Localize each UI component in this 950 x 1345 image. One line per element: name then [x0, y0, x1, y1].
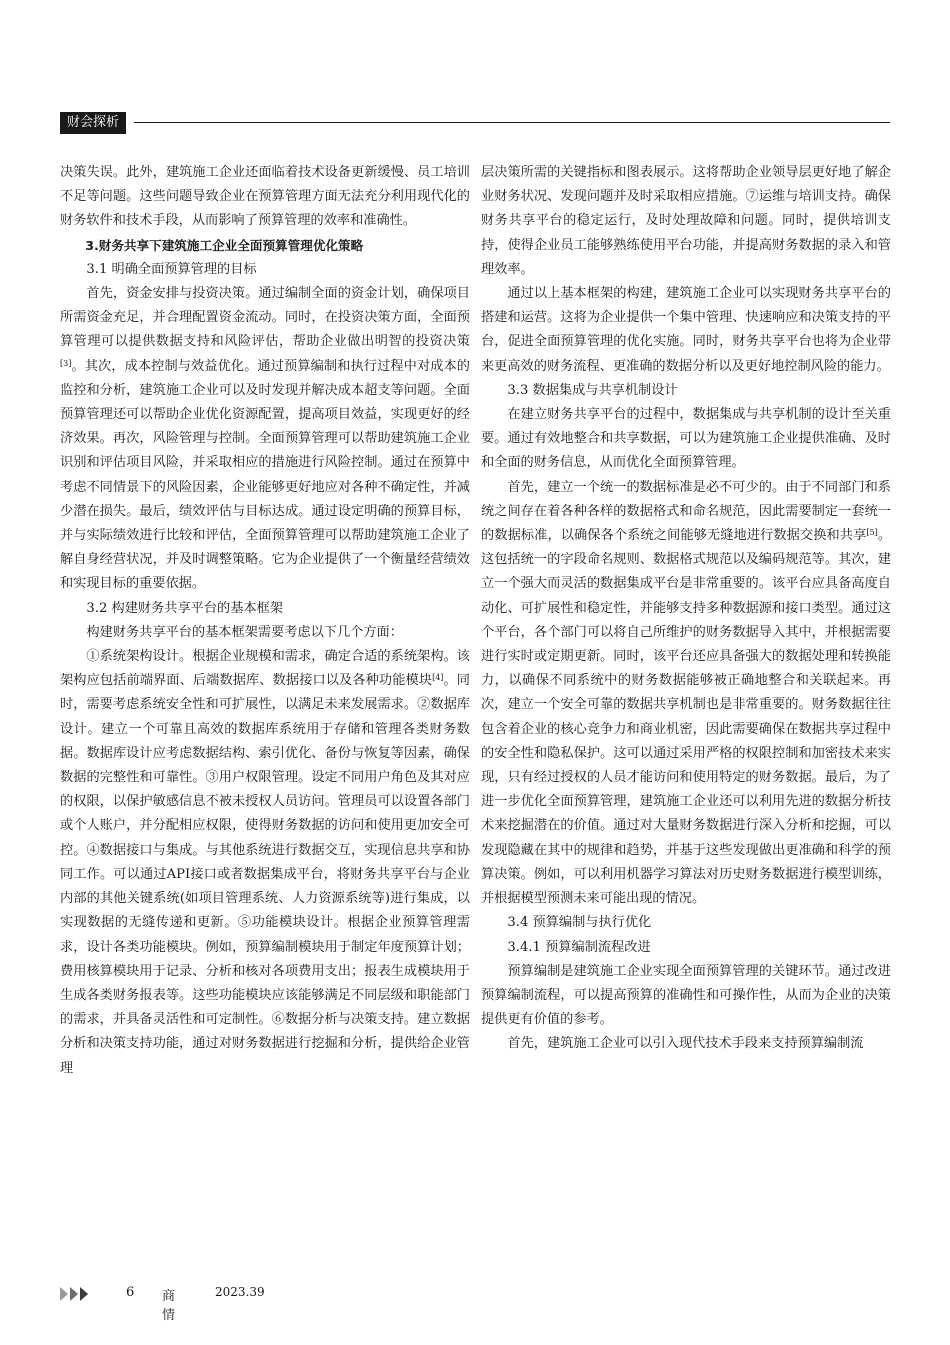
right-column	[481, 161, 891, 1057]
subsection-heading: 3.1 明确全面预算管理的目标	[86, 261, 257, 277]
section-tag: 财会探析	[60, 112, 126, 134]
subsection-heading: 3.2 构建财务共享平台的基本框架	[86, 600, 283, 616]
section-heading: 3.财务共享下建筑施工企业全面预算管理优化策略	[85, 237, 364, 253]
paragraph: 预算编制是建筑施工企业实现全面预算管理的关键环节。通过改进预算编制流程，可以提高预算的准确性和可操作性，从而为企业的决策提供更有价值的参考。	[481, 963, 891, 1028]
page-number: 6	[126, 1285, 135, 1300]
paragraph: 首先，建筑施工企业可以引入现代技术手段来支持预算编制流	[507, 1036, 864, 1052]
paragraph: ①系统架构设计。根据企业规模和需求，确定合适的系统架构。该架构应包括前端界面、后端数据库、数据接口以及各种功能模块[4]。同时，需要考虑系统安全性和可扩展性，以满足未来发展需求。②数据库设计。建立一个可靠且高效的数据库系统用于存储和管理各类财务数据。数据库设计应考虑数据结构、索引优化、备份与恢复等因素，确保数据的完整性和可靠性。③用户权限管理。设定不同用户角色及其对应的权限，以保护敏感信息不被未授权人员访问。管理员可以设置各部门或个人账户，并分配相应权限，使得财务数据的访问和使用更加安全可控。④数据接口与集成。与其他系统进行数据交互，实现信息共享和协同工作。可以通过API接口或者数据集成平台，将财务共享平台与企业内部的其他关键系统(如项目管理系统、人力资源系统等)进行集成，以实现数据的无缝传递和更新。⑤功能模块设计。根据企业预算管理需求，设计各类功能模块。例如，预算编制模块用于制定年度预算计划；费用核算模块用于记录、分析和核对各项费用支出；报表生成模块用于生成各类财务报表等。这些功能模块应该能够满足不同层级和职能部门的需求，并具备灵活性和可定制性。⑥数据分析与决策支持。建立数据分析和决策支持功能，通过对财务数据进行挖掘和分析，提供给企业管理	[60, 649, 470, 1076]
paragraph: 在建立财务共享平台的过程中，数据集成与共享机制的设计至关重要。通过有效地整合和共享数据，可以为建筑施工企业提供准确、及时和全面的财务信息，从而优化全面预算管理。	[481, 407, 891, 471]
citation: [4]	[432, 673, 444, 683]
paragraph: 构建财务共享平台的基本框架需要考虑以下几个方面：	[86, 624, 403, 640]
paragraph: 首先，建立一个统一的数据标准是必不可少的。由于不同部门和系统之间存在着各种各样的数据格式和命名规范，因此需要制定一套统一的数据标准，以确保各个系统之间能够无缝地进行数据交换和共享[5]。这包括统一的字段命名规则、数据格式规范以及编码规范等。其次，建立一个强大而灵活的数据集成平台是非常重要的。该平台应具备高度自动化、可扩展性和稳定性，并能够支持多种数据源和接口类型。通过这个平台，各个部门可以将自己所维护的财务数据导入其中，并根据需要进行实时或定期更新。同时，该平台还应具备强大的数据处理和转换能力，以确保不同系统中的财务数据能够被正确地整合和关联起来。再次，建立一个安全可靠的数据共享机制也是非常重要的。财务数据往往包含着企业的核心竞争力和商业机密，因此需要确保在数据共享过程中的安全性和隐私保护。这可以通过采用严格的权限控制和加密技术来实现，只有经过授权的人员才能访问和使用特定的财务数据。最后，为了进一步优化全面预算管理，建筑施工企业还可以利用先进的数据分析技术来挖掘潜在的价值。通过对大量财务数据进行深入分析和挖掘，可以发现隐藏在其中的规律和趋势，并基于这些发现做出更准确和科学的预算决策。例如，可以利用机器学习算法对历史财务数据进行模型训练，并根据模型预测未来可能出现的情况。	[481, 479, 892, 907]
paragraph: 决策失误。此外，建筑施工企业还面临着技术设备更新缓慢、员工培训不足等问题。这些问题导致企业在预算管理方面无法充分利用现代化的财务软件和技术手段，从而影响了预算管理的效率和准确性。	[60, 165, 470, 229]
subsection-heading: 3.3 数据集成与共享机制设计	[507, 382, 678, 398]
paragraph: 通过以上基本框架的构建，建筑施工企业可以实现财务共享平台的搭建和运营。这将为企业提供一个集中管理、快速响应和决策支持的平台，促进全面预算管理的优化实施。同时，财务共享平台也将为企业带来更高效的财务流程、更准确的数据分析以及更好地控制风险的能力。	[481, 286, 891, 374]
citation: [3]	[60, 358, 72, 368]
journal-name: 商情	[162, 1289, 176, 1323]
issue-number: 2023.39	[215, 1285, 265, 1299]
subsection-heading: 3.4.1 预算编制流程改进	[507, 939, 651, 955]
left-column	[60, 161, 470, 1081]
header-rule	[134, 122, 890, 123]
paragraph: 首先，资金安排与投资决策。通过编制全面的资金计划，确保项目所需资金充足，并合理配置资金流动。同时，在投资决策方面，全面预算管理可以提供数据支持和风险评估，帮助企业做出明智的投资决策[3]。其次，成本控制与效益优化。通过预算编制和执行过程中对成本的监控和分析，建筑施工企业可以及时发现并解决成本超支等问题。全面预算管理还可以帮助企业优化资源配置，提高项目效益，实现更好的经济效果。再次，风险管理与控制。全面预算管理可以帮助建筑施工企业识别和评估项目风险，并采取相应的措施进行风险控制。通过在预算中考虑不同情景下的风险因素，企业能够更好地应对各种不确定性，并减少潜在损失。最后，绩效评估与目标达成。通过设定明确的预算目标，并与实际绩效进行比较和评估，全面预算管理可以帮助建筑施工企业了解自身经营状况，并及时调整策略。它为企业提供了一个衡量经营绩效和实现目标的重要依据。	[60, 286, 470, 592]
paragraph: 层决策所需的关键指标和图表展示。这将帮助企业领导层更好地了解企业财务状况、发现问题并及时采取相应措施。⑦运维与培训支持。确保财务共享平台的稳定运行，及时处理故障和问题。同时，提供培训支持，使得企业员工能够熟练使用平台功能，并提高财务数据的录入和管理效率。	[481, 165, 891, 277]
page-header	[60, 112, 890, 134]
chevrons-right-icon	[60, 1287, 100, 1301]
citation: [5]	[866, 528, 878, 538]
subsection-heading: 3.4 预算编制与执行优化	[507, 915, 652, 931]
